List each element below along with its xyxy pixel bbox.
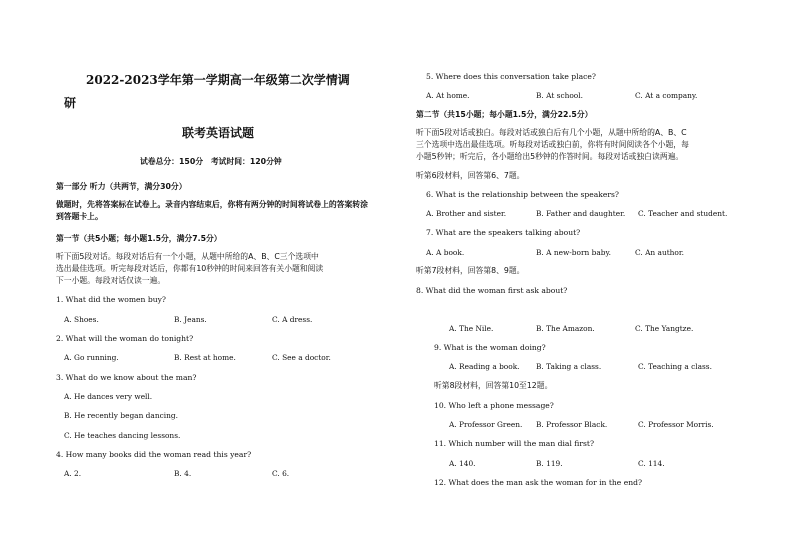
q8-option-c: C. The Yangtze.: [635, 324, 694, 333]
section2-instruction-3: 小题5秒钟；听完后，各小题给出5秒钟的作答时间。每段对话或独白读两遍。: [416, 152, 684, 161]
q1-option-b: B. Jeans.: [174, 315, 207, 324]
q2-option-c: C. See a doctor.: [272, 353, 331, 362]
question-11: 11. Which number will the man dial first?: [434, 439, 595, 448]
q7-option-b: B. A new-born baby.: [536, 248, 612, 257]
question-12: 12. What does the man ask the woman for in the end?: [434, 478, 643, 487]
q9-option-a: A. Reading a book.: [449, 362, 520, 371]
q3-option-b: B. He recently began dancing.: [64, 411, 178, 420]
q6-option-a: A. Brother and sister.: [426, 209, 507, 218]
question-10: 10. Who left a phone message?: [434, 401, 554, 410]
q2-option-a: A. Go running.: [64, 353, 119, 362]
question-3: 3. What do we know about the man?: [56, 373, 197, 382]
q2-option-b: B. Rest at home.: [174, 353, 236, 362]
q5-option-b: B. At school.: [536, 91, 583, 100]
q9-option-b: B. Taking a class.: [536, 362, 602, 371]
q8-option-b: B. The Amazon.: [536, 324, 595, 333]
question-8: 8. What did the woman first ask about?: [416, 286, 568, 295]
section2-instruction-2: 三个选项中选出最佳选项。听每段对话或独白前，你将有时间阅读各个小题，每: [416, 140, 689, 149]
question-9: 9. What is the woman doing?: [434, 343, 546, 352]
q4-option-b: B. 4.: [174, 469, 192, 478]
q4-option-c: C. 6.: [272, 469, 290, 478]
material-6-instruction: 听第6段材料，回答第6、7题。: [416, 171, 525, 180]
q5-option-a: A. At home.: [426, 91, 470, 100]
section2-heading: 第二节（共15小题；每小题1.5分，满分22.5分）: [416, 110, 593, 119]
q7-option-c: C. An author.: [635, 248, 684, 257]
q4-option-a: A. 2.: [64, 469, 82, 478]
q6-option-c: C. Teacher and student.: [638, 209, 728, 218]
section1-instruction-2: 选出最佳选项。听完每段对话后，你都有10秒钟的时间来回答有关小题和阅读: [56, 264, 324, 273]
exam-title-line1: 2022-2023学年第一学期高一年级第二次学情调: [86, 73, 350, 87]
q5-option-c: C. At a company.: [635, 91, 698, 100]
q3-option-c: C. He teaches dancing lessons.: [64, 431, 181, 440]
q3-option-a: A. He dances very well.: [64, 392, 153, 401]
part1-note-2: 到答题卡上。: [56, 212, 103, 221]
question-2: 2. What will the woman do tonight?: [56, 334, 194, 343]
question-5: 5. Where does this conversation take place?: [426, 72, 596, 81]
q10-option-a: A. Professor Green.: [449, 420, 523, 429]
section1-instruction-1: 听下面5段对话。每段对话后有一个小题，从题中所给的A、B、C三个选项中: [56, 252, 319, 261]
q11-option-b: B. 119.: [536, 459, 563, 468]
q1-option-a: A. Shoes.: [64, 315, 99, 324]
section1-instruction-3: 下一小题。每段对话仅读一遍。: [56, 276, 166, 285]
question-6: 6. What is the relationship between the speakers?: [426, 190, 619, 199]
exam-info: 试卷总分：150分 考试时间：120分钟: [140, 157, 282, 166]
q10-option-b: B. Professor Black.: [536, 420, 608, 429]
q10-option-c: C. Professor Morris.: [638, 420, 714, 429]
exam-subtitle: 联考英语试题: [182, 126, 255, 140]
question-1: 1. What did the women buy?: [56, 295, 166, 304]
part1-heading: 第一部分 听力（共两节，满分30分）: [56, 182, 187, 191]
section1-heading: 第一节（共5小题；每小题1.5分，满分7.5分）: [56, 234, 222, 243]
q11-option-a: A. 140.: [449, 459, 476, 468]
question-4: 4. How many books did the woman read this year?: [56, 450, 252, 459]
q1-option-c: C. A dress.: [272, 315, 313, 324]
part1-note-1: 做题时，先将答案标在试卷上。录音内容结束后，你将有两分钟的时间将试卷上的答案转涂: [56, 200, 368, 209]
exam-title-line2: 研: [64, 96, 77, 110]
material-7-instruction: 听第7段材料，回答第8、9题。: [416, 266, 525, 275]
material-8-instruction: 听第8段材料，回答第10至12题。: [434, 381, 553, 390]
q9-option-c: C. Teaching a class.: [638, 362, 712, 371]
q6-option-b: B. Father and daughter.: [536, 209, 626, 218]
question-7: 7. What are the speakers talking about?: [426, 228, 581, 237]
q11-option-c: C. 114.: [638, 459, 665, 468]
q8-option-a: A. The Nile.: [449, 324, 494, 333]
q7-option-a: A. A book.: [426, 248, 465, 257]
section2-instruction-1: 听下面5段对话或独白。每段对话或独白后有几个小题，从题中所给的A、B、C: [416, 128, 687, 137]
